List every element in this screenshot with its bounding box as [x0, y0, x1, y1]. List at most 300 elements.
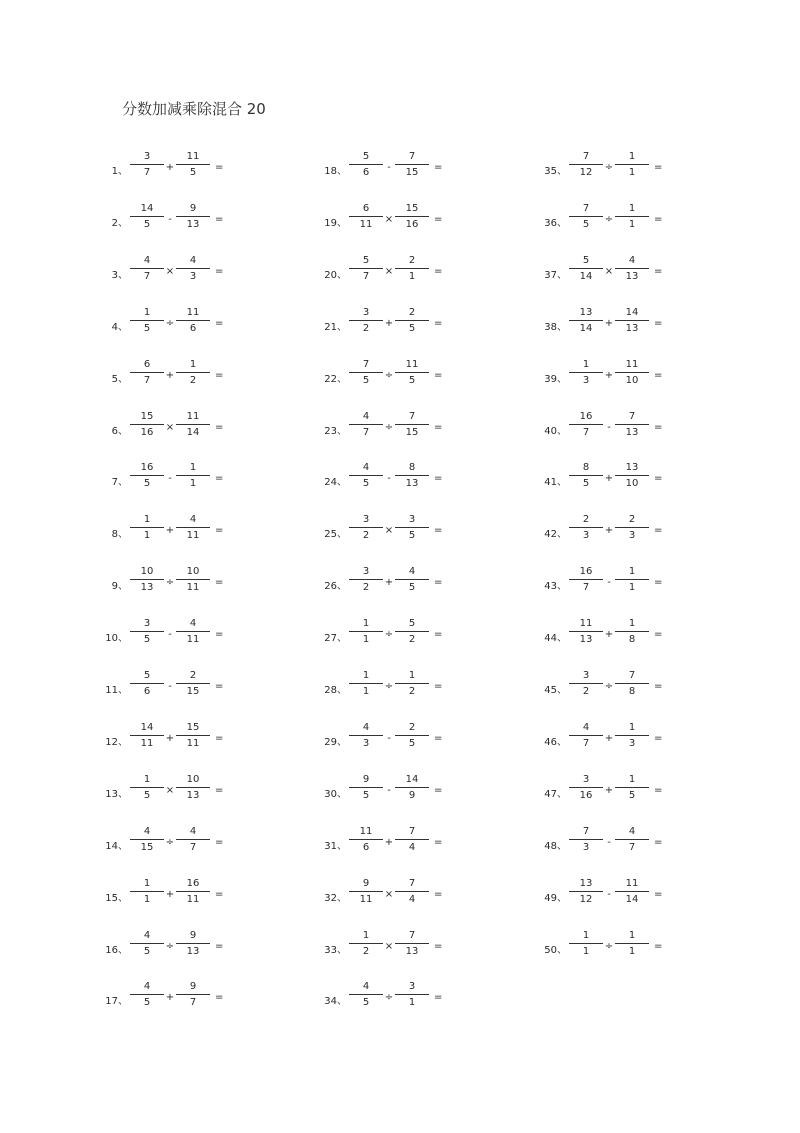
denominator: 2 — [582, 686, 590, 697]
denominator: 11 — [359, 893, 373, 905]
numerator: 6 — [143, 358, 151, 370]
fraction-right — [395, 669, 429, 698]
denominator: 4 — [408, 893, 416, 905]
fraction-left — [349, 825, 383, 854]
operator: ÷ — [604, 940, 614, 952]
equals-sign: = — [654, 784, 663, 796]
fraction-left — [349, 358, 383, 387]
denominator: 15 — [405, 167, 419, 178]
problem-number: 36、 — [544, 217, 567, 229]
fraction-right — [395, 825, 429, 854]
denominator: 3 — [582, 841, 590, 853]
fraction-bar — [615, 631, 649, 632]
problem-item — [317, 617, 517, 657]
fraction-left — [569, 306, 603, 335]
numerator: 14 — [405, 773, 419, 785]
problem-number: 27、 — [324, 633, 347, 645]
fraction-bar — [615, 735, 649, 736]
fraction-left — [349, 461, 383, 490]
equals-sign: = — [215, 732, 224, 744]
problem-number: 40、 — [544, 425, 567, 437]
fraction-right — [615, 565, 649, 594]
problem-item — [317, 825, 517, 865]
fraction-right — [615, 410, 649, 439]
numerator: 7 — [408, 929, 416, 941]
fraction-right — [176, 306, 210, 335]
numerator: 3 — [582, 773, 590, 785]
fraction-bar — [176, 994, 210, 995]
fraction-bar — [615, 164, 649, 165]
equals-sign: = — [215, 784, 224, 796]
denominator: 1 — [408, 270, 416, 282]
denominator: 15 — [140, 841, 154, 853]
problem-number: 10、 — [105, 633, 128, 645]
fraction-bar — [130, 943, 164, 944]
problem-item — [98, 410, 298, 450]
fraction-bar — [615, 268, 649, 269]
equals-sign: = — [434, 265, 443, 277]
operator: × — [165, 784, 175, 796]
numerator: 4 — [362, 410, 370, 422]
denominator: 2 — [408, 634, 416, 646]
operator: ÷ — [604, 681, 614, 692]
problem-item — [537, 773, 737, 813]
operator: - — [607, 888, 611, 900]
fraction-right — [395, 461, 429, 490]
equals-sign: = — [434, 681, 443, 692]
denominator: 1 — [628, 167, 636, 178]
denominator: 11 — [186, 893, 200, 905]
fraction-left — [569, 617, 603, 646]
fraction-bar — [130, 994, 164, 995]
equals-sign: = — [215, 992, 224, 1004]
problem-item — [317, 773, 517, 813]
numerator: 4 — [143, 929, 151, 941]
problem-number: 2、 — [111, 217, 128, 229]
fraction-bar — [395, 320, 429, 321]
fraction-left — [130, 773, 164, 802]
fraction-right — [176, 150, 210, 179]
fraction-right — [395, 306, 429, 335]
equals-sign: = — [434, 784, 443, 796]
fraction-right — [176, 617, 210, 646]
fraction-bar — [615, 320, 649, 321]
equals-sign: = — [654, 265, 663, 277]
fraction-bar — [395, 943, 429, 944]
operator: × — [384, 888, 394, 900]
equals-sign: = — [215, 369, 224, 381]
equals-sign: = — [215, 577, 224, 589]
equals-sign: = — [654, 473, 663, 485]
problem-number: 22、 — [324, 373, 347, 385]
fraction-right — [395, 513, 429, 542]
fraction-bar — [176, 372, 210, 373]
problem-number: 4、 — [111, 321, 128, 333]
denominator: 14 — [186, 426, 200, 438]
fraction-left — [569, 721, 603, 750]
denominator: 13 — [186, 945, 200, 957]
fraction-bar — [130, 527, 164, 528]
problem-item — [317, 877, 517, 917]
denominator: 1 — [628, 218, 636, 230]
fraction-bar — [349, 839, 383, 840]
problem-item — [98, 929, 298, 969]
problem-number: 3、 — [111, 269, 128, 281]
fraction-bar — [176, 891, 210, 892]
denominator: 16 — [579, 789, 593, 801]
problem-item — [537, 202, 737, 242]
numerator: 10 — [140, 566, 154, 578]
problem-number: 9、 — [111, 581, 128, 593]
fraction-left — [569, 410, 603, 439]
problem-number: 39、 — [544, 373, 567, 385]
numerator: 8 — [582, 462, 590, 474]
fraction-bar — [395, 683, 429, 684]
fraction-left — [130, 358, 164, 387]
fraction-bar — [130, 891, 164, 892]
fraction-bar — [569, 683, 603, 684]
numerator: 13 — [625, 462, 639, 474]
numerator: 3 — [362, 566, 370, 578]
numerator: 15 — [140, 410, 154, 422]
denominator: 13 — [579, 634, 593, 646]
fraction-left — [349, 877, 383, 906]
problem-number: 7、 — [111, 477, 128, 489]
numerator: 4 — [362, 462, 370, 474]
numerator: 4 — [143, 825, 151, 837]
fraction-right — [615, 461, 649, 490]
fraction-left — [130, 202, 164, 231]
problem-number: 1、 — [111, 166, 128, 177]
fraction-bar — [176, 579, 210, 580]
denominator: 5 — [362, 478, 370, 490]
numerator: 9 — [189, 202, 197, 214]
numerator: 16 — [140, 462, 154, 474]
fraction-bar — [395, 527, 429, 528]
problem-item — [98, 669, 298, 709]
problem-item — [317, 461, 517, 501]
numerator: 1 — [628, 929, 636, 941]
denominator: 6 — [189, 322, 197, 334]
operator: - — [387, 473, 391, 485]
fraction-bar — [569, 424, 603, 425]
numerator: 4 — [143, 254, 151, 266]
fraction-bar — [569, 527, 603, 528]
fraction-right — [176, 513, 210, 542]
problem-item — [537, 410, 737, 450]
fraction-bar — [615, 527, 649, 528]
numerator: 1 — [189, 358, 197, 370]
operator: + — [165, 525, 175, 537]
fraction-bar — [130, 164, 164, 165]
denominator: 7 — [143, 167, 151, 178]
fraction-bar — [395, 268, 429, 269]
denominator: 5 — [408, 322, 416, 334]
fraction-bar — [615, 683, 649, 684]
numerator: 7 — [628, 410, 636, 422]
denominator: 5 — [143, 789, 151, 801]
denominator: 8 — [628, 634, 636, 646]
denominator: 7 — [628, 841, 636, 853]
fraction-right — [395, 980, 429, 1009]
numerator: 4 — [582, 721, 590, 733]
fraction-right — [615, 773, 649, 802]
fraction-left — [569, 929, 603, 958]
numerator: 11 — [186, 151, 200, 162]
equals-sign: = — [654, 629, 663, 641]
numerator: 7 — [408, 825, 416, 837]
operator: + — [165, 732, 175, 744]
fraction-left — [130, 980, 164, 1009]
equals-sign: = — [434, 992, 443, 1004]
problem-item — [537, 461, 737, 501]
numerator: 11 — [186, 410, 200, 422]
numerator: 16 — [579, 410, 593, 422]
problem-number: 47、 — [544, 788, 567, 800]
problem-number: 43、 — [544, 581, 567, 593]
fraction-right — [176, 358, 210, 387]
denominator: 11 — [186, 530, 200, 542]
operator: ÷ — [384, 629, 394, 641]
fraction-bar — [130, 787, 164, 788]
operator: + — [165, 888, 175, 900]
numerator: 4 — [628, 254, 636, 266]
denominator: 6 — [143, 686, 151, 697]
fraction-right — [176, 877, 210, 906]
denominator: 7 — [189, 997, 197, 1009]
fraction-left — [349, 254, 383, 283]
problem-number: 48、 — [544, 840, 567, 852]
fraction-left — [349, 773, 383, 802]
fraction-left — [349, 150, 383, 179]
numerator: 9 — [189, 981, 197, 993]
fraction-right — [395, 202, 429, 231]
operator: ÷ — [165, 940, 175, 952]
operator: + — [604, 784, 614, 796]
numerator: 9 — [362, 877, 370, 889]
numerator: 11 — [579, 618, 593, 630]
denominator: 1 — [582, 945, 590, 957]
fraction-right — [615, 358, 649, 387]
equals-sign: = — [215, 317, 224, 329]
numerator: 7 — [362, 358, 370, 370]
numerator: 4 — [189, 825, 197, 837]
operator: + — [604, 317, 614, 329]
fraction-bar — [395, 216, 429, 217]
denominator: 5 — [189, 167, 197, 178]
denominator: 3 — [582, 374, 590, 386]
operator: + — [604, 525, 614, 537]
operator: ÷ — [384, 992, 394, 1004]
fraction-bar — [349, 683, 383, 684]
fraction-left — [569, 358, 603, 387]
denominator: 3 — [582, 530, 590, 542]
numerator: 1 — [628, 151, 636, 162]
fraction-right — [176, 565, 210, 594]
denominator: 15 — [405, 426, 419, 438]
denominator: 2 — [189, 374, 197, 386]
fraction-bar — [130, 579, 164, 580]
operator: ÷ — [384, 421, 394, 433]
numerator: 2 — [408, 306, 416, 318]
denominator: 5 — [582, 478, 590, 490]
fraction-bar — [130, 683, 164, 684]
problem-item — [317, 929, 517, 969]
denominator: 1 — [143, 530, 151, 542]
denominator: 13 — [405, 478, 419, 490]
denominator: 1 — [628, 945, 636, 957]
fraction-left — [349, 513, 383, 542]
fraction-left — [130, 669, 164, 698]
numerator: 4 — [189, 618, 197, 630]
problem-number: 32、 — [324, 892, 347, 904]
problem-item — [98, 513, 298, 553]
problem-item — [98, 358, 298, 398]
fraction-left — [349, 565, 383, 594]
operator: × — [384, 265, 394, 277]
operator: + — [384, 317, 394, 329]
denominator: 2 — [408, 686, 416, 697]
numerator: 4 — [628, 825, 636, 837]
equals-sign: = — [434, 629, 443, 641]
fraction-left — [130, 513, 164, 542]
fraction-left — [349, 929, 383, 958]
denominator: 5 — [143, 997, 151, 1009]
fraction-left — [349, 980, 383, 1009]
denominator: 7 — [362, 270, 370, 282]
problem-number: 29、 — [324, 736, 347, 748]
operator: + — [604, 629, 614, 641]
problem-item — [537, 877, 737, 917]
numerator: 5 — [143, 670, 151, 681]
operator: + — [384, 577, 394, 589]
problem-number: 42、 — [544, 529, 567, 541]
fraction-bar — [395, 424, 429, 425]
fraction-bar — [176, 268, 210, 269]
operator: ÷ — [165, 836, 175, 848]
numerator: 11 — [625, 877, 639, 889]
operator: - — [168, 473, 172, 485]
fraction-bar — [615, 579, 649, 580]
denominator: 9 — [408, 789, 416, 801]
problem-item — [537, 929, 737, 969]
numerator: 3 — [143, 151, 151, 162]
fraction-bar — [130, 424, 164, 425]
denominator: 11 — [186, 634, 200, 646]
fraction-bar — [569, 320, 603, 321]
denominator: 5 — [143, 478, 151, 490]
fraction-right — [176, 773, 210, 802]
numerator: 5 — [582, 254, 590, 266]
numerator: 13 — [579, 877, 593, 889]
operator: × — [384, 940, 394, 952]
fraction-bar — [615, 943, 649, 944]
problem-number: 30、 — [324, 788, 347, 800]
fraction-bar — [615, 475, 649, 476]
numerator: 16 — [579, 566, 593, 578]
numerator: 3 — [143, 618, 151, 630]
fraction-right — [176, 410, 210, 439]
numerator: 4 — [362, 721, 370, 733]
fraction-left — [130, 877, 164, 906]
fraction-bar — [395, 787, 429, 788]
equals-sign: = — [215, 525, 224, 537]
numerator: 8 — [408, 462, 416, 474]
operator: ÷ — [384, 681, 394, 692]
fraction-bar — [615, 891, 649, 892]
fraction-right — [176, 202, 210, 231]
numerator: 5 — [362, 151, 370, 162]
problem-number: 33、 — [324, 944, 347, 956]
problem-item — [537, 358, 737, 398]
denominator: 2 — [362, 945, 370, 957]
problem-number: 6、 — [111, 425, 128, 437]
problem-item — [98, 877, 298, 917]
equals-sign: = — [434, 162, 443, 173]
denominator: 11 — [186, 737, 200, 749]
denominator: 10 — [625, 374, 639, 386]
fraction-bar — [569, 735, 603, 736]
numerator: 11 — [625, 358, 639, 370]
operator: ÷ — [604, 213, 614, 225]
numerator: 1 — [582, 929, 590, 941]
fraction-left — [130, 150, 164, 179]
operator: + — [165, 992, 175, 1004]
operator: + — [165, 369, 175, 381]
operator: ÷ — [604, 162, 614, 173]
operator: - — [387, 162, 391, 173]
problem-item — [537, 617, 737, 657]
fraction-bar — [395, 164, 429, 165]
problem-item — [317, 410, 517, 450]
operator: - — [168, 629, 172, 641]
denominator: 1 — [362, 686, 370, 697]
problem-number: 24、 — [324, 477, 347, 489]
fraction-right — [615, 877, 649, 906]
denominator: 1 — [408, 997, 416, 1009]
operator: + — [604, 369, 614, 381]
fraction-bar — [176, 735, 210, 736]
fraction-bar — [349, 320, 383, 321]
denominator: 13 — [186, 218, 200, 230]
problem-number: 50、 — [544, 944, 567, 956]
denominator: 5 — [408, 374, 416, 386]
fraction-right — [176, 929, 210, 958]
fraction-right — [176, 461, 210, 490]
fraction-right — [615, 929, 649, 958]
operator: - — [387, 784, 391, 796]
problem-item — [98, 565, 298, 605]
denominator: 7 — [582, 426, 590, 438]
denominator: 5 — [408, 530, 416, 542]
problem-number: 46、 — [544, 736, 567, 748]
problem-item — [317, 306, 517, 346]
operator: × — [604, 265, 614, 277]
problem-number: 20、 — [324, 269, 347, 281]
fraction-right — [615, 721, 649, 750]
fraction-left — [349, 721, 383, 750]
fraction-bar — [349, 787, 383, 788]
fraction-bar — [395, 839, 429, 840]
fraction-right — [615, 306, 649, 335]
denominator: 8 — [628, 686, 636, 697]
fraction-right — [176, 825, 210, 854]
numerator: 1 — [362, 618, 370, 630]
numerator: 3 — [362, 514, 370, 526]
problem-number: 14、 — [105, 840, 128, 852]
numerator: 13 — [579, 306, 593, 318]
fraction-right — [395, 254, 429, 283]
